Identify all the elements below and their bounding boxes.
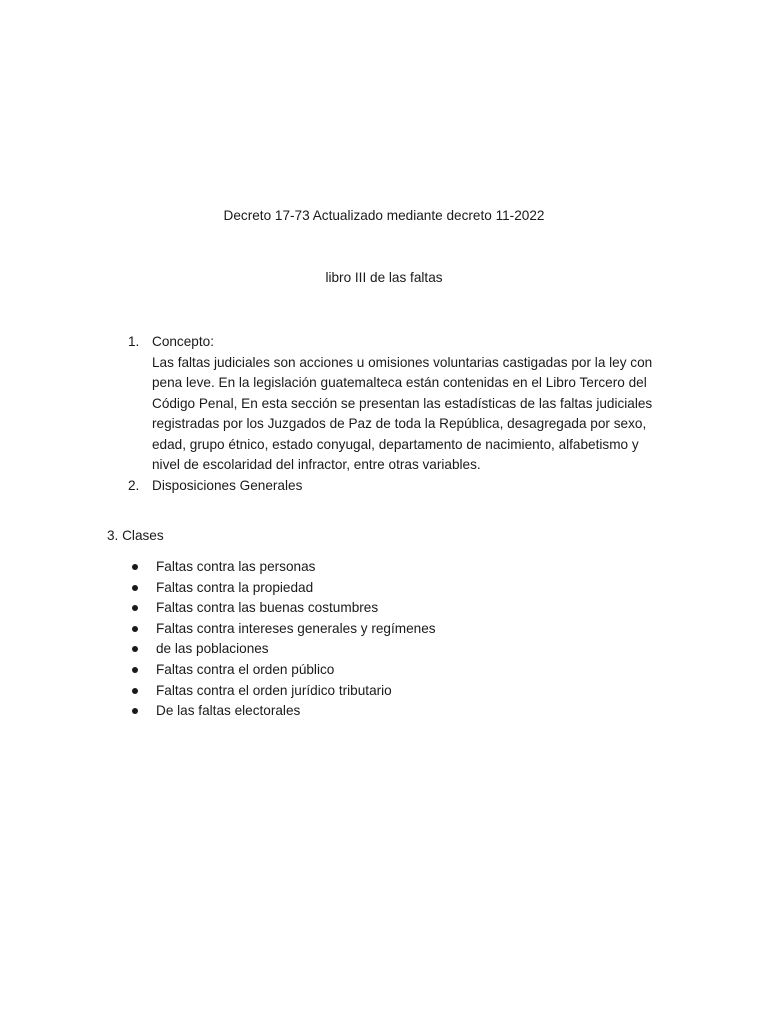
list-item-text: De las faltas electorales — [156, 703, 301, 719]
list-item-text: Faltas contra la propiedad — [156, 579, 314, 595]
bullet-icon — [132, 688, 138, 694]
bullet-icon — [132, 564, 138, 570]
concepto-paragraph: Las faltas judiciales son acciones u omisiones voluntarias castigadas por la ley con pena leve. En la legislación guatemalteca están contenidas en el Libro Tercero del Código Penal, En esta sección se presentan las estadísticas de las faltas judiciales registradas por los Juzgados de Paz de toda la República, desagregada por sexo, edad, grupo étnico, estado conyugal, departamento de nacimiento, alfabetismo y nivel de escolaridad del infractor, entre otras variables. — [152, 354, 653, 472]
list-item-text: Faltas contra las buenas costumbres — [156, 600, 379, 616]
list-item — [130, 598, 436, 619]
bullet-icon — [132, 667, 138, 673]
numbered-marker: 2. — [128, 477, 140, 493]
numbered-marker: 1. — [128, 334, 140, 349]
numbered-item-disposiciones — [128, 476, 658, 497]
list-item — [130, 557, 436, 578]
bullet-list — [130, 557, 436, 722]
numbered-heading: Disposiciones Generales — [152, 477, 303, 493]
bullet-icon — [132, 605, 138, 611]
bullet-icon — [132, 646, 138, 652]
document-title: Decreto 17-73 Actualizado mediante decreto 11-2022 — [223, 208, 545, 223]
list-item — [130, 660, 436, 681]
list-item — [130, 701, 436, 722]
bullet-icon — [132, 626, 138, 632]
bullet-icon — [132, 708, 138, 714]
numbered-list — [128, 332, 658, 496]
bullet-icon — [132, 585, 138, 591]
document-subtitle: libro III de las faltas — [325, 270, 443, 285]
list-item — [130, 639, 436, 660]
section-heading-clases: 3. Clases — [107, 528, 164, 543]
list-item-text: Faltas contra el orden jurídico tributario — [156, 682, 392, 698]
list-item — [130, 578, 436, 599]
list-item — [130, 619, 436, 640]
numbered-item-concepto — [128, 332, 658, 476]
list-item-text: Faltas contra intereses generales y regímenes — [156, 620, 436, 636]
list-item — [130, 681, 436, 702]
list-item-text: Faltas contra las personas — [156, 559, 316, 574]
list-item-text: de las poblaciones — [156, 641, 269, 657]
list-item-text: Faltas contra el orden público — [156, 661, 335, 677]
numbered-heading: Concepto: — [152, 334, 214, 349]
